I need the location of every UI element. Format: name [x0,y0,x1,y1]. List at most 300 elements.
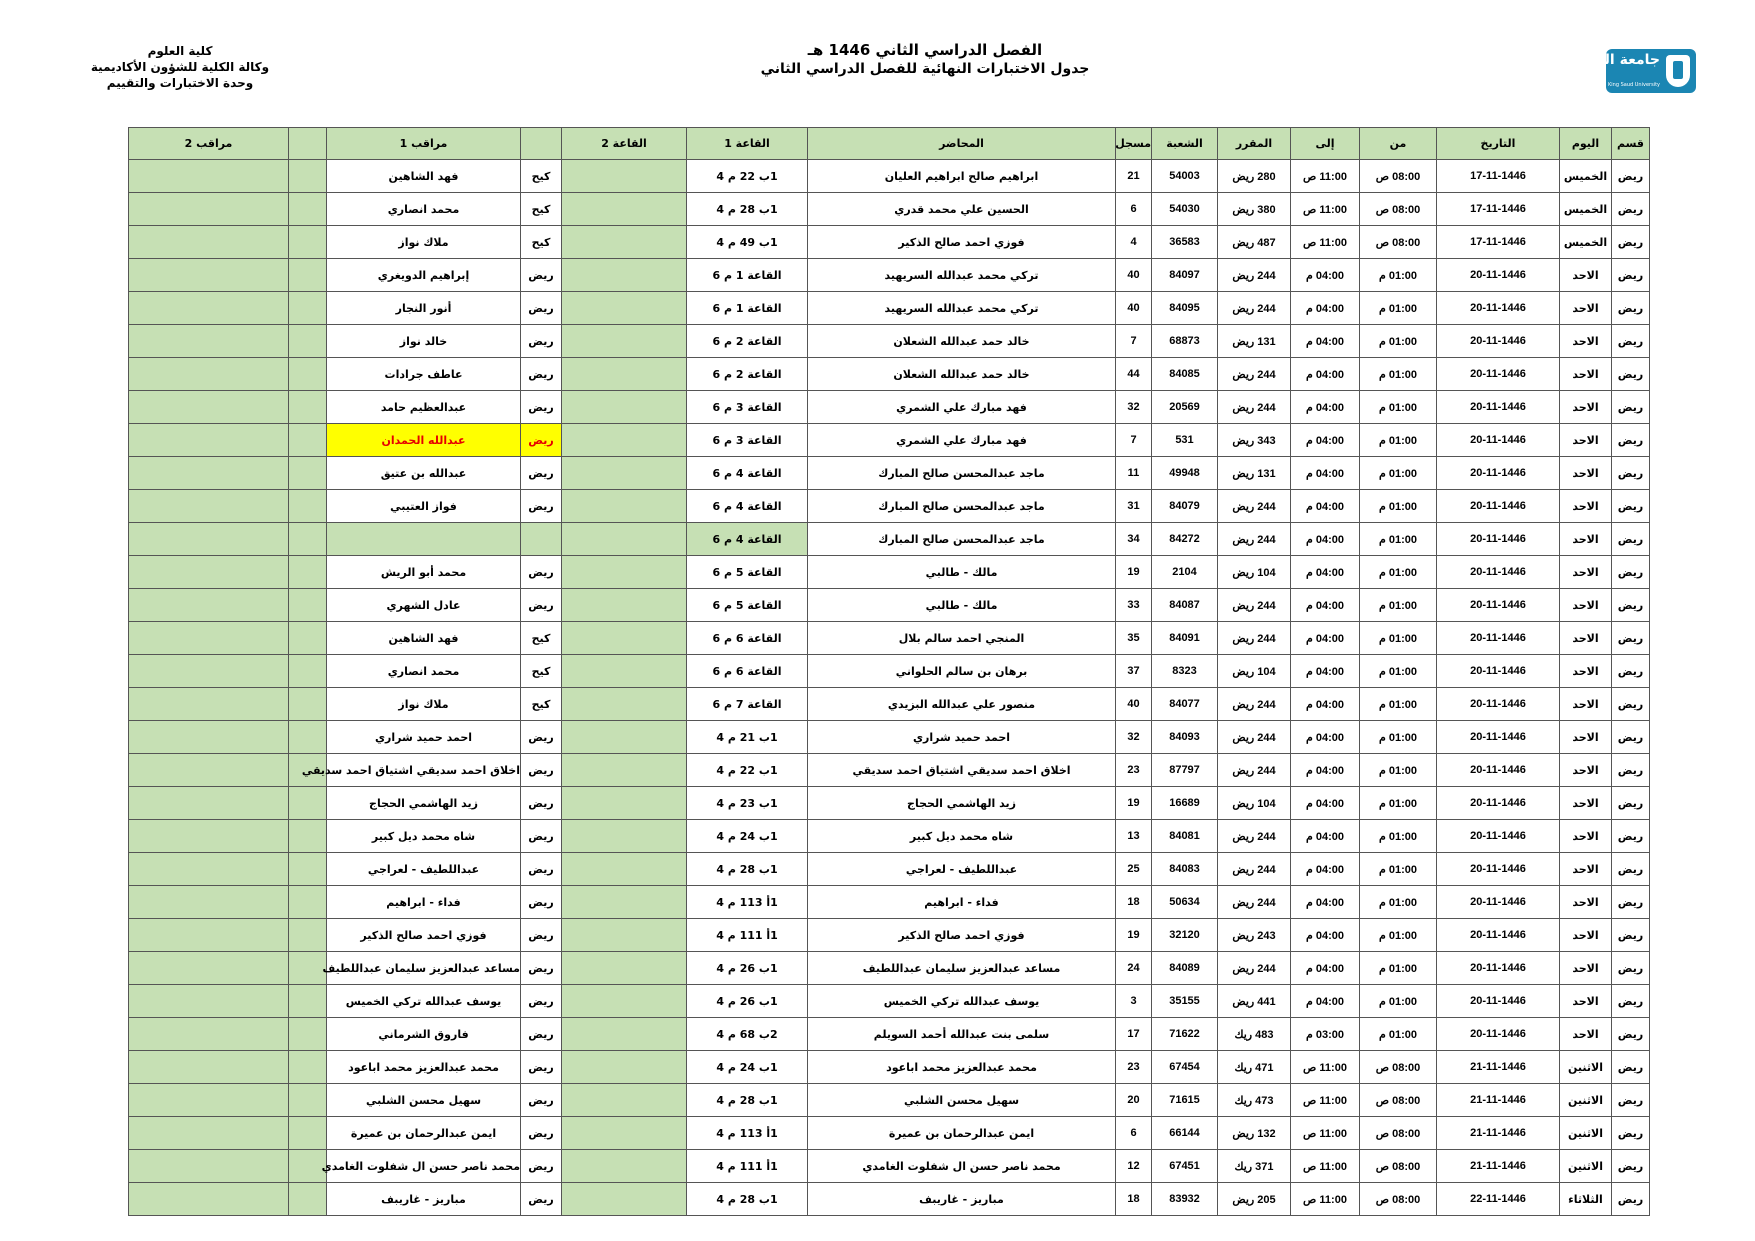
cell-proctor1: أنور النجار [327,292,521,325]
cell-proctor1 [327,523,521,556]
cell-proctor1-dept: ريض [521,358,562,391]
cell-registered: 32 [1116,721,1152,754]
cell-from: 01:00 م [1360,490,1437,523]
cell-section: 84079 [1152,490,1218,523]
cell-to: 04:00 م [1291,391,1360,424]
cell-course: 243 ريض [1218,919,1291,952]
cell-proctor2 [129,160,289,193]
cell-section: 84097 [1152,259,1218,292]
col-header-registered: مسجل [1116,128,1152,160]
cell-proctor2 [129,820,289,853]
col-header-proctor2-dept [289,128,327,160]
cell-section: 84081 [1152,820,1218,853]
university-logo-english: King Saud University [1608,82,1660,88]
cell-room1: القاعة 2 م 6 [687,325,808,358]
cell-proctor1-dept: ريض [521,1018,562,1051]
cell-proctor1: عبداللطيف - لعراجي [327,853,521,886]
table-row [129,1117,1650,1150]
cell-proctor2-dept [289,259,327,292]
cell-lecturer: ماجد عبدالمحسن صالح المبارك [808,457,1116,490]
cell-section: 84087 [1152,589,1218,622]
cell-room1: القاعة 4 م 6 [687,523,808,556]
cell-date: 20-11-1446 [1437,754,1560,787]
cell-proctor2 [129,226,289,259]
cell-registered: 40 [1116,259,1152,292]
page-header [0,0,1755,120]
cell-from: 08:00 ص [1360,1084,1437,1117]
cell-room1: 1ب 28 م 4 [687,853,808,886]
cell-dept: ريض [1612,259,1650,292]
cell-date: 21-11-1446 [1437,1117,1560,1150]
cell-lecturer: زيد الهاشمي الحجاج [808,787,1116,820]
cell-day: الاحد [1560,721,1612,754]
cell-registered: 17 [1116,1018,1152,1051]
cell-proctor2 [129,754,289,787]
cell-room2 [562,523,687,556]
cell-proctor1-dept: ريض [521,952,562,985]
cell-from: 01:00 م [1360,754,1437,787]
cell-dept: ريض [1612,1051,1650,1084]
table-row [129,754,1650,787]
cell-registered: 40 [1116,688,1152,721]
cell-section: 54030 [1152,193,1218,226]
cell-dept: ريض [1612,589,1650,622]
cell-from: 01:00 م [1360,853,1437,886]
cell-proctor2 [129,457,289,490]
cell-proctor2-dept [289,391,327,424]
table-row [129,424,1650,457]
cell-to: 04:00 م [1291,424,1360,457]
cell-proctor1-dept: كيح [521,193,562,226]
cell-course: 244 ريض [1218,589,1291,622]
cell-room2 [562,160,687,193]
cell-proctor2 [129,1018,289,1051]
cell-day: الاثنين [1560,1117,1612,1150]
cell-proctor2-dept [289,1051,327,1084]
cell-lecturer: تركي محمد عبدالله السريهيد [808,259,1116,292]
unit-name: وحدة الاختبارات والتقييم [106,76,254,90]
cell-room1: 1ب 28 م 4 [687,193,808,226]
cell-proctor1: عبدالله بن عتيق [327,457,521,490]
col-header-proctor1: مراقب 1 [327,128,521,160]
col-header-room1: القاعة 1 [687,128,808,160]
cell-date: 21-11-1446 [1437,1051,1560,1084]
cell-dept: ريض [1612,292,1650,325]
col-header-day: اليوم [1560,128,1612,160]
cell-section: 20569 [1152,391,1218,424]
cell-to: 11:00 ص [1291,1084,1360,1117]
cell-lecturer: مالك - طالبي [808,556,1116,589]
cell-course: 244 ريض [1218,523,1291,556]
cell-day: الاحد [1560,688,1612,721]
cell-proctor2-dept [289,985,327,1018]
cell-course: 473 ريك [1218,1084,1291,1117]
semester-title: الفصل الدراسي الثاني 1446 هـ [807,41,1043,59]
table-row [129,325,1650,358]
cell-to: 04:00 م [1291,490,1360,523]
cell-proctor2-dept [289,1150,327,1183]
cell-date: 20-11-1446 [1437,655,1560,688]
college-name: كلية العلوم [147,44,213,58]
cell-proctor1-dept: ريض [521,787,562,820]
university-logo-arabic: جامعة الملك سعود [1534,52,1660,68]
cell-room2 [562,886,687,919]
cell-course: 131 ريض [1218,325,1291,358]
cell-date: 17-11-1446 [1437,160,1560,193]
cell-room1: القاعة 5 م 6 [687,589,808,622]
table-row [129,457,1650,490]
cell-lecturer: فوزي احمد صالح الذكير [808,919,1116,952]
cell-proctor2 [129,391,289,424]
cell-to: 04:00 م [1291,886,1360,919]
cell-proctor2-dept [289,787,327,820]
cell-dept: ريض [1612,523,1650,556]
cell-to: 04:00 م [1291,787,1360,820]
cell-proctor2 [129,688,289,721]
cell-day: الاحد [1560,424,1612,457]
cell-dept: ريض [1612,1117,1650,1150]
cell-from: 01:00 م [1360,820,1437,853]
cell-date: 21-11-1446 [1437,1084,1560,1117]
cell-section: 8323 [1152,655,1218,688]
cell-course: 244 ريض [1218,490,1291,523]
cell-proctor2 [129,1183,289,1216]
table-row [129,688,1650,721]
cell-course: 244 ريض [1218,721,1291,754]
cell-proctor1-dept: ريض [521,1150,562,1183]
cell-room1: 1ب 22 م 4 [687,754,808,787]
cell-dept: ريض [1612,490,1650,523]
cell-registered: 37 [1116,655,1152,688]
cell-registered: 20 [1116,1084,1152,1117]
cell-proctor2-dept [289,853,327,886]
cell-from: 01:00 م [1360,622,1437,655]
cell-proctor1-dept: ريض [521,985,562,1018]
cell-to: 04:00 م [1291,952,1360,985]
cell-lecturer: محمد ناصر حسن ال شفلوت الغامدي [808,1150,1116,1183]
cell-day: الاحد [1560,523,1612,556]
cell-proctor2 [129,655,289,688]
cell-proctor2 [129,193,289,226]
cell-lecturer: تركي محمد عبدالله السريهيد [808,292,1116,325]
cell-proctor1: فداء - ابراهيم [327,886,521,919]
cell-section: 84085 [1152,358,1218,391]
deanship-name: وكالة الكلية للشؤون الأكاديمية [90,60,270,74]
cell-room2 [562,820,687,853]
cell-section: 84077 [1152,688,1218,721]
cell-proctor2-dept [289,358,327,391]
table-row [129,655,1650,688]
cell-date: 20-11-1446 [1437,391,1560,424]
cell-section: 71615 [1152,1084,1218,1117]
cell-proctor2-dept [289,226,327,259]
cell-lecturer: محمد عبدالعزيز محمد اباعود [808,1051,1116,1084]
cell-registered: 23 [1116,754,1152,787]
cell-proctor2-dept [289,886,327,919]
table-row [129,193,1650,226]
cell-room2 [562,193,687,226]
cell-day: الاثنين [1560,1051,1612,1084]
cell-to: 04:00 م [1291,259,1360,292]
cell-proctor2 [129,1150,289,1183]
cell-proctor1: ملاك نواز [327,226,521,259]
cell-room1: القاعة 4 م 6 [687,490,808,523]
cell-lecturer: مباريز - غاريبف [808,1183,1116,1216]
university-logo [1534,49,1696,93]
cell-day: الاحد [1560,325,1612,358]
table-row [129,853,1650,886]
col-header-dept: قسم [1612,128,1650,160]
cell-room2 [562,1117,687,1150]
cell-to: 04:00 م [1291,523,1360,556]
cell-room2 [562,721,687,754]
cell-from: 08:00 ص [1360,193,1437,226]
table-row [129,358,1650,391]
cell-section: 2104 [1152,556,1218,589]
cell-date: 20-11-1446 [1437,259,1560,292]
cell-registered: 40 [1116,292,1152,325]
cell-proctor1: عبدالعظيم حامد [327,391,521,424]
cell-to: 04:00 م [1291,622,1360,655]
cell-section: 49948 [1152,457,1218,490]
table-row [129,820,1650,853]
col-header-to: إلى [1291,128,1360,160]
cell-proctor2 [129,985,289,1018]
cell-course: 483 ريك [1218,1018,1291,1051]
cell-dept: ريض [1612,391,1650,424]
cell-lecturer: فهد مبارك علي الشمري [808,424,1116,457]
cell-proctor1: زيد الهاشمي الحجاج [327,787,521,820]
cell-course: 244 ريض [1218,952,1291,985]
cell-section: 84093 [1152,721,1218,754]
cell-registered: 6 [1116,193,1152,226]
cell-day: الاحد [1560,358,1612,391]
cell-proctor1: عاطف جرادات [327,358,521,391]
cell-proctor1-dept: ريض [521,292,562,325]
cell-to: 11:00 ص [1291,160,1360,193]
cell-proctor2-dept [289,424,327,457]
cell-room1: 1ب 24 م 4 [687,820,808,853]
cell-proctor2-dept [289,457,327,490]
cell-course: 244 ريض [1218,688,1291,721]
cell-proctor1-dept: ريض [521,1117,562,1150]
cell-proctor1: سهيل محسن الشلبي [327,1084,521,1117]
cell-lecturer: سهيل محسن الشلبي [808,1084,1116,1117]
cell-section: 84091 [1152,622,1218,655]
cell-day: الاحد [1560,853,1612,886]
cell-from: 08:00 ص [1360,1117,1437,1150]
table-row [129,226,1650,259]
cell-proctor1: شاه محمد ديل كبير [327,820,521,853]
cell-registered: 34 [1116,523,1152,556]
cell-day: الاحد [1560,259,1612,292]
cell-course: 441 ريض [1218,985,1291,1018]
table-body [129,160,1650,1216]
cell-course: 132 ريض [1218,1117,1291,1150]
cell-room1: 1أ 113 م 4 [687,886,808,919]
cell-room1: 1أ 111 م 4 [687,1150,808,1183]
cell-day: الاحد [1560,886,1612,919]
col-header-room2: القاعة 2 [562,128,687,160]
cell-room2 [562,1183,687,1216]
cell-from: 01:00 م [1360,787,1437,820]
cell-to: 11:00 ص [1291,1117,1360,1150]
cell-room2 [562,1084,687,1117]
cell-to: 04:00 م [1291,655,1360,688]
table-row [129,1183,1650,1216]
cell-dept: ريض [1612,952,1650,985]
cell-date: 20-11-1446 [1437,952,1560,985]
cell-day: الاحد [1560,952,1612,985]
cell-day: الاحد [1560,754,1612,787]
cell-proctor2 [129,787,289,820]
cell-from: 01:00 م [1360,985,1437,1018]
cell-room2 [562,1018,687,1051]
cell-from: 01:00 م [1360,358,1437,391]
cell-date: 17-11-1446 [1437,226,1560,259]
cell-day: الاحد [1560,292,1612,325]
cell-dept: ريض [1612,457,1650,490]
cell-to: 11:00 ص [1291,1183,1360,1216]
cell-course: 244 ريض [1218,820,1291,853]
cell-registered: 23 [1116,1051,1152,1084]
cell-proctor2 [129,886,289,919]
cell-day: الخميس [1560,226,1612,259]
cell-proctor1-dept: ريض [521,853,562,886]
cell-proctor2-dept [289,721,327,754]
cell-day: الاحد [1560,919,1612,952]
cell-lecturer: عبداللطيف - لعراجي [808,853,1116,886]
cell-proctor1-dept: ريض [521,886,562,919]
cell-proctor2-dept [289,556,327,589]
cell-registered: 25 [1116,853,1152,886]
cell-proctor1: فاروق الشرماني [327,1018,521,1051]
university-seal-icon [1666,55,1690,87]
cell-from: 01:00 م [1360,391,1437,424]
table-header-row [129,128,1650,160]
cell-date: 20-11-1446 [1437,919,1560,952]
cell-proctor2-dept [289,292,327,325]
cell-proctor1-dept: كيح [521,655,562,688]
cell-proctor2 [129,1051,289,1084]
cell-lecturer: مساعد عبدالعزيز سليمان عبداللطيف [808,952,1116,985]
col-header-course: المقرر [1218,128,1291,160]
cell-from: 01:00 م [1360,424,1437,457]
exam-schedule-table [128,127,1650,1216]
cell-room2 [562,919,687,952]
cell-date: 20-11-1446 [1437,688,1560,721]
cell-room1: 1أ 113 م 4 [687,1117,808,1150]
cell-dept: ريض [1612,853,1650,886]
cell-proctor1-dept: ريض [521,424,562,457]
page-title [600,40,1250,79]
cell-proctor1-dept: كيح [521,622,562,655]
cell-dept: ريض [1612,985,1650,1018]
cell-proctor1: يوسف عبدالله تركي الخميس [327,985,521,1018]
table-row [129,490,1650,523]
cell-from: 01:00 م [1360,292,1437,325]
cell-day: الاحد [1560,622,1612,655]
cell-day: الخميس [1560,193,1612,226]
cell-proctor2-dept [289,622,327,655]
cell-dept: ريض [1612,754,1650,787]
cell-course: 244 ريض [1218,391,1291,424]
cell-room2 [562,688,687,721]
cell-dept: ريض [1612,820,1650,853]
cell-section: 84089 [1152,952,1218,985]
cell-room2 [562,424,687,457]
cell-room1: 1ب 23 م 4 [687,787,808,820]
cell-room1: 1ب 24 م 4 [687,1051,808,1084]
table-row [129,1051,1650,1084]
cell-day: الاحد [1560,820,1612,853]
cell-room1: القاعة 5 م 6 [687,556,808,589]
cell-day: الاحد [1560,490,1612,523]
cell-lecturer: فوزي احمد صالح الذكير [808,226,1116,259]
cell-date: 20-11-1446 [1437,457,1560,490]
cell-from: 01:00 م [1360,655,1437,688]
cell-date: 20-11-1446 [1437,325,1560,358]
col-header-section: الشعبة [1152,128,1218,160]
cell-lecturer: يوسف عبدالله تركي الخميس [808,985,1116,1018]
table-row [129,886,1650,919]
cell-room1: 1ب 26 م 4 [687,952,808,985]
cell-date: 20-11-1446 [1437,358,1560,391]
cell-room1: القاعة 3 م 6 [687,391,808,424]
cell-proctor1: احمد حميد شراري [327,721,521,754]
cell-proctor2 [129,424,289,457]
cell-to: 04:00 م [1291,754,1360,787]
cell-room2 [562,985,687,1018]
cell-dept: ريض [1612,160,1650,193]
cell-course: 471 ريك [1218,1051,1291,1084]
cell-proctor1: عادل الشهري [327,589,521,622]
cell-proctor2 [129,523,289,556]
cell-date: 20-11-1446 [1437,820,1560,853]
cell-course: 244 ريض [1218,259,1291,292]
cell-day: الاحد [1560,556,1612,589]
cell-room1: 1ب 28 م 4 [687,1183,808,1216]
cell-dept: ريض [1612,787,1650,820]
cell-proctor1: خالد نواز [327,325,521,358]
cell-dept: ريض [1612,919,1650,952]
cell-registered: 19 [1116,556,1152,589]
cell-section: 50634 [1152,886,1218,919]
cell-course: 487 ريض [1218,226,1291,259]
cell-from: 01:00 م [1360,325,1437,358]
cell-date: 20-11-1446 [1437,853,1560,886]
cell-from: 01:00 م [1360,952,1437,985]
table-row [129,160,1650,193]
cell-proctor1: اخلاق احمد سديقي اشتياق احمد سديقي [327,754,521,787]
cell-registered: 7 [1116,424,1152,457]
cell-course: 104 ريض [1218,556,1291,589]
cell-proctor2-dept [289,1117,327,1150]
cell-lecturer: فهد مبارك علي الشمري [808,391,1116,424]
cell-proctor1-dept: كيح [521,160,562,193]
cell-proctor1-dept: ريض [521,490,562,523]
cell-lecturer: ابراهيم صالح ابراهيم العليان [808,160,1116,193]
cell-registered: 35 [1116,622,1152,655]
cell-course: 244 ريض [1218,754,1291,787]
table-row [129,391,1650,424]
cell-course: 104 ريض [1218,655,1291,688]
cell-dept: ريض [1612,886,1650,919]
cell-lecturer: برهان بن سالم الحلواني [808,655,1116,688]
cell-day: الاحد [1560,985,1612,1018]
cell-lecturer: منصور علي عبدالله البزيدي [808,688,1116,721]
cell-from: 01:00 م [1360,589,1437,622]
